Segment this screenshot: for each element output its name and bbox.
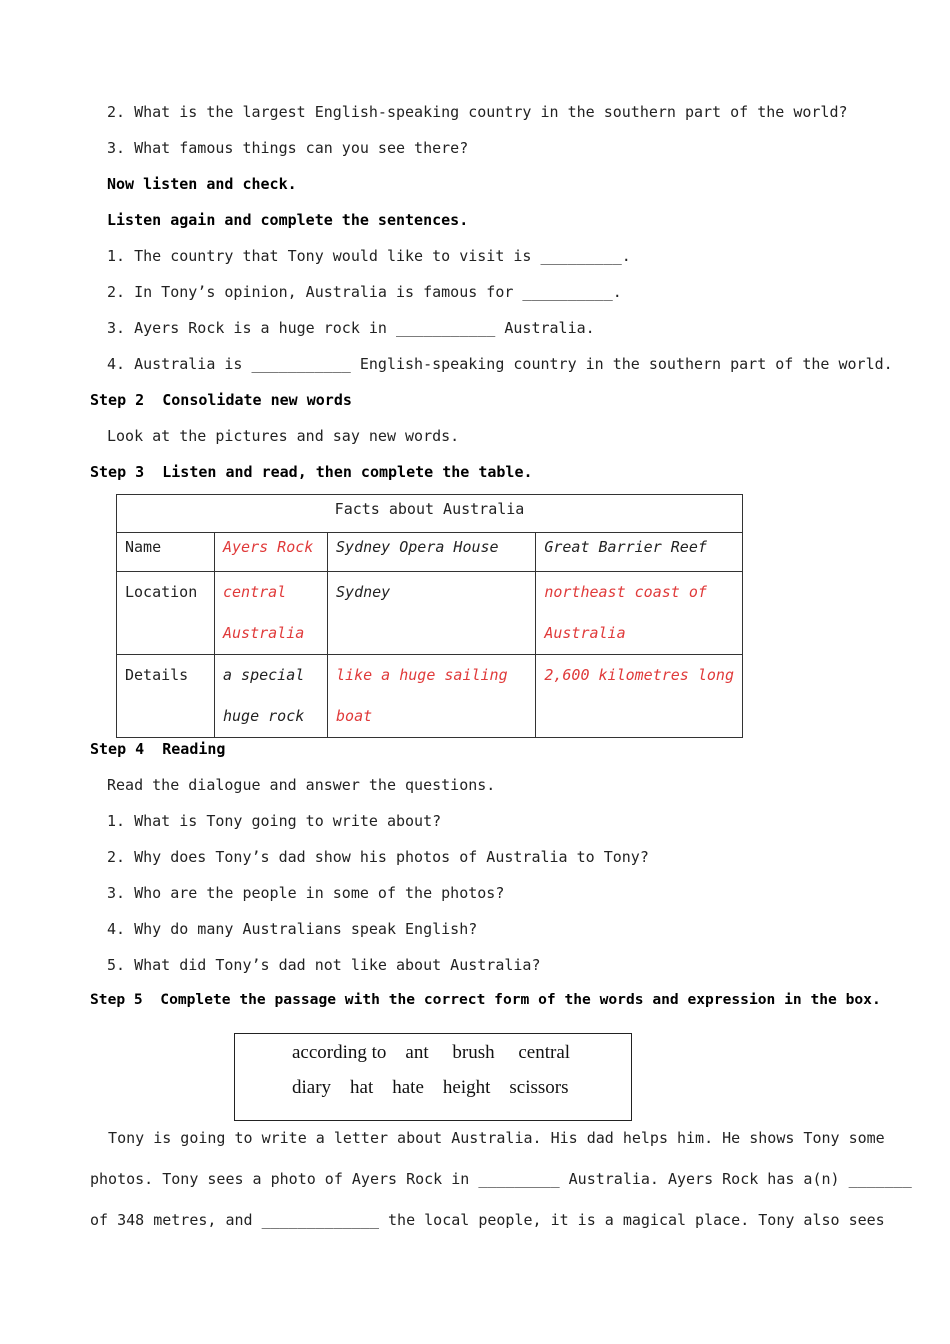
cell-text: like a huge sailing xyxy=(336,666,508,684)
question-3: 3. What famous things can you see there? xyxy=(107,139,469,157)
step5-heading: Step 5 Complete the passage with the correct form of the words and expression in the box. xyxy=(90,991,881,1008)
reading-question-4: 4. Why do many Australians speak English? xyxy=(107,920,478,938)
blank-sentence-3: 3. Ayers Rock is a huge rock in ___________ Australia. xyxy=(107,319,595,337)
cell-text: Australia xyxy=(223,624,305,642)
facts-table xyxy=(116,494,743,738)
word-box-row-1: according to ant brush central xyxy=(292,1042,571,1063)
step4-heading: Step 4 Reading xyxy=(90,740,226,758)
cell-details-3: 2,600 kilometres long xyxy=(536,655,743,738)
reading-question-3: 3. Who are the people in some of the photos? xyxy=(107,884,505,902)
cell-text: central xyxy=(223,583,287,601)
table-row xyxy=(117,655,743,738)
cell-great-barrier-reef: Great Barrier Reef xyxy=(536,533,743,572)
blank-sentence-4: 4. Australia is ___________ English-speaking country in the southern part of the world. xyxy=(107,355,893,373)
reading-question-5: 5. What did Tony’s dad not like about Australia? xyxy=(107,956,541,974)
cell-text: boat xyxy=(336,707,373,725)
step3-heading: Step 3 Listen and read, then complete the table. xyxy=(90,463,533,481)
cell-location-3 xyxy=(536,572,743,655)
cell-location-1 xyxy=(215,572,328,655)
row-label-details: Details xyxy=(117,655,215,738)
instruction-listen-check: Now listen and check. xyxy=(107,175,297,193)
instruction-listen-complete: Listen again and complete the sentences. xyxy=(107,211,469,229)
passage-line-3: of 348 metres, and _____________ the local people, it is a magical place. Tony also sees xyxy=(90,1211,885,1229)
step4-text: Read the dialogue and answer the questions. xyxy=(107,776,496,794)
cell-details-2 xyxy=(328,655,536,738)
reading-question-2: 2. Why does Tony’s dad show his photos of Australia to Tony? xyxy=(107,848,649,866)
word-box xyxy=(234,1033,632,1121)
table-row xyxy=(117,533,743,572)
cell-text: Australia xyxy=(544,624,626,642)
row-label-location: Location xyxy=(117,572,215,655)
row-label-name: Name xyxy=(117,533,215,572)
question-2: 2. What is the largest English-speaking country in the southern part of the world? xyxy=(107,103,848,121)
reading-question-1: 1. What is Tony going to write about? xyxy=(107,812,442,830)
step2-text: Look at the pictures and say new words. xyxy=(107,427,460,445)
blank-sentence-2: 2. In Tony’s opinion, Australia is famous for __________. xyxy=(107,283,622,301)
blank-sentence-1: 1. The country that Tony would like to visit is _________. xyxy=(107,247,631,265)
passage-line-1: Tony is going to write a letter about Australia. His dad helps him. He shows Tony some xyxy=(90,1129,885,1147)
word-box-row-2: diary hat hate height scissors xyxy=(292,1077,569,1098)
cell-text: northeast coast of xyxy=(544,583,707,601)
step2-heading: Step 2 Consolidate new words xyxy=(90,391,352,409)
cell-details-1 xyxy=(215,655,328,738)
cell-text: a special xyxy=(223,666,305,684)
table-row xyxy=(117,572,743,655)
cell-text: huge rock xyxy=(223,707,305,725)
cell-ayers-rock: Ayers Rock xyxy=(215,533,328,572)
table-title: Facts about Australia xyxy=(117,495,743,533)
passage-line-2: photos. Tony sees a photo of Ayers Rock in _________ Australia. Ayers Rock has a(n) _______ xyxy=(90,1170,912,1188)
cell-sydney-opera-house: Sydney Opera House xyxy=(328,533,536,572)
cell-location-2: Sydney xyxy=(328,572,536,655)
